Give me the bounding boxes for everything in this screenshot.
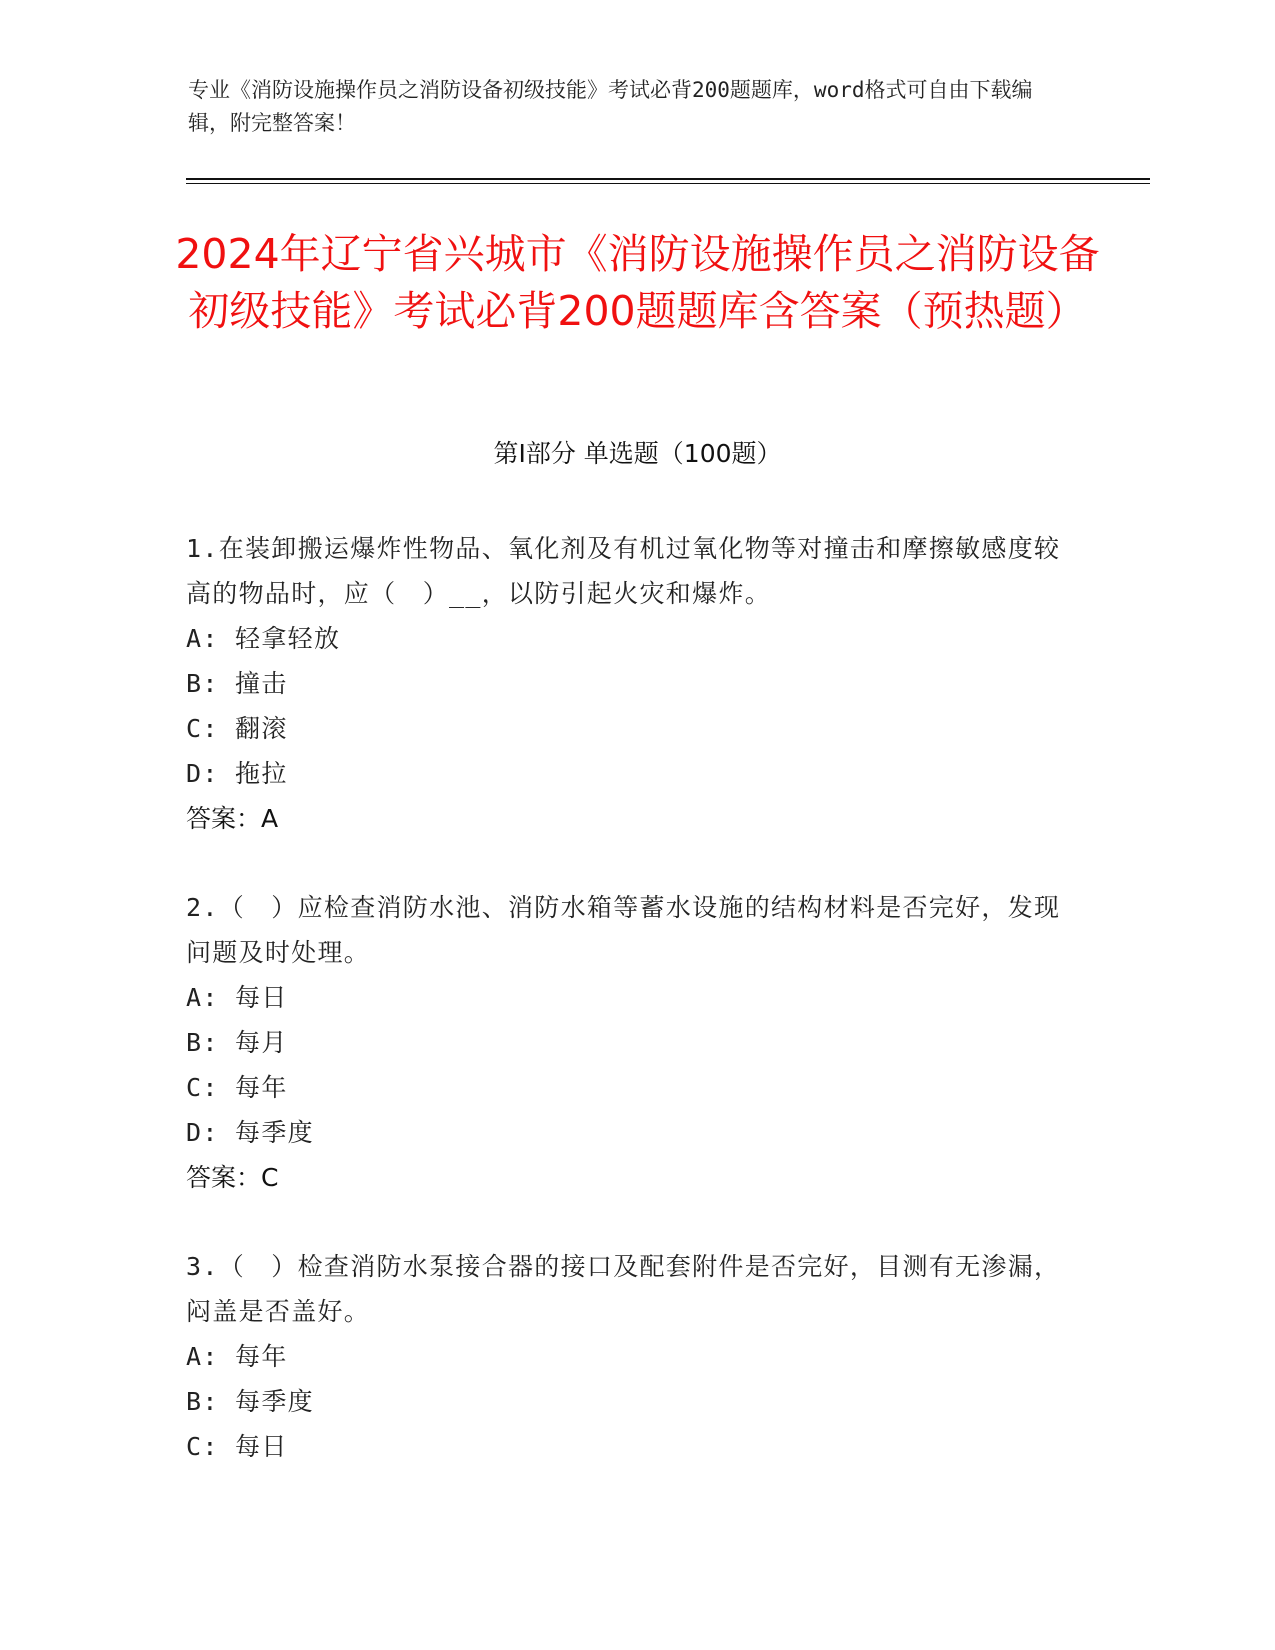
- option-b: B: 每月: [186, 1028, 288, 1057]
- question-2: [186, 885, 1066, 1200]
- section-heading: 第Ⅰ部分 单选题（100题）: [493, 439, 782, 468]
- question-stem: 2.（ ）应检查消防水池、消防水箱等蓄水设施的结构材料是否完好，发现问题及时处理。: [186, 893, 1061, 967]
- answer-line: 答案：A: [186, 804, 279, 833]
- option-d: D: 拖拉: [186, 759, 288, 788]
- answer-line: 答案：C: [186, 1163, 279, 1192]
- option-d: D: 每季度: [186, 1118, 314, 1147]
- question-stem: 1.在装卸搬运爆炸性物品、氧化剂及有机过氧化物等对撞击和摩擦敏感度较高的物品时，应（ ）__，以防引起火灾和爆炸。: [186, 534, 1061, 608]
- question-stem: 3.（ ）检查消防水泵接合器的接口及配套附件是否完好，目测有无渗漏，闷盖是否盖好。: [186, 1252, 1061, 1326]
- header-note: 专业《消防设施操作员之消防设备初级技能》考试必背200题题库，word格式可自由下载编辑，附完整答案！: [188, 78, 1033, 135]
- option-c: C: 每日: [186, 1432, 288, 1461]
- option-c: C: 翻滚: [186, 714, 288, 743]
- document-title: 2024年辽宁省兴城市《消防设施操作员之消防设备初级技能》考试必背200题题库含答案（预热题）: [175, 230, 1100, 335]
- option-b: B: 撞击: [186, 669, 288, 698]
- option-a: A: 每日: [186, 983, 288, 1012]
- question-list: [186, 526, 1066, 1513]
- option-a: A: 每年: [186, 1342, 288, 1371]
- header-divider-thick: [186, 178, 1150, 180]
- header-divider-thin: [186, 183, 1150, 184]
- question-1: [186, 526, 1066, 841]
- option-b: B: 每季度: [186, 1387, 314, 1416]
- question-3: [186, 1244, 1066, 1469]
- option-a: A: 轻拿轻放: [186, 624, 341, 653]
- option-c: C: 每年: [186, 1073, 288, 1102]
